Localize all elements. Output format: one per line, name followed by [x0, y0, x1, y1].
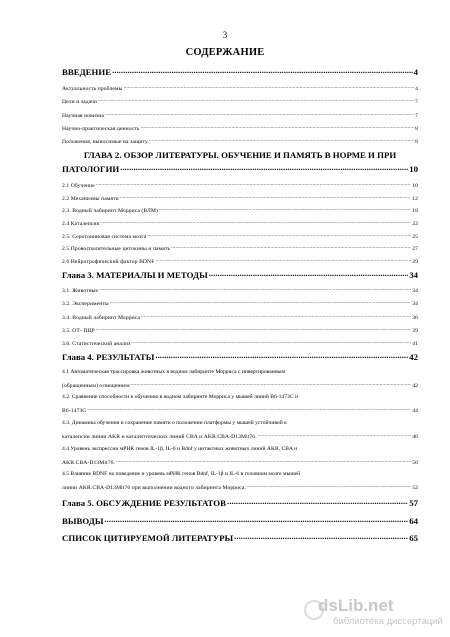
- toc-entry-chapter-2[interactable]: [62, 150, 418, 174]
- toc-entry[interactable]: [62, 97, 418, 105]
- toc-entry-title: 2.2 Механизмы памяти: [62, 195, 119, 202]
- toc-entry-page: 25: [412, 233, 418, 240]
- toc-entry-chapter-5[interactable]: [62, 497, 418, 508]
- toc-entry[interactable]: [62, 326, 418, 334]
- toc-entry-title: Глава 4. РЕЗУЛЬТАТЫ: [62, 351, 155, 362]
- toc-entry-title: СПИСОК ЦИТИРУЕМОЙ ЛИТЕРАТУРЫ: [62, 532, 234, 543]
- toc-entry-title-line1: 4.4 Уровень экспрессии мРНК генов IL-1β, IL-6 и Bdnf у интактных животных линий AKR, CBA и: [62, 446, 298, 452]
- toc-entry-page: 65: [409, 532, 418, 543]
- toc-entry-page: 34: [412, 287, 418, 294]
- toc-entry-conclusions[interactable]: [62, 515, 418, 526]
- toc-entry[interactable]: [62, 206, 418, 214]
- toc-entry-title-line1: ГЛАВА 2. ОБЗОР ЛИТЕРАТУРЫ. ОБУЧЕНИЕ И ПАМЯТЬ В НОРМЕ И ПРИ: [83, 150, 397, 160]
- toc-entry[interactable]: [62, 286, 418, 294]
- toc-entry-chapter-4[interactable]: [62, 351, 418, 362]
- toc-entry-title: AKR.CBA-D13Mit76.: [62, 459, 115, 466]
- toc-entry-page: 46: [412, 433, 418, 440]
- toc-entry-page: 41: [412, 340, 418, 347]
- toc-entry-title: 3.4. Водный лабиринт Морриса: [62, 314, 140, 321]
- toc-entry-page: 7: [415, 98, 418, 105]
- toc-entry-page: 8: [415, 125, 418, 132]
- toc-entry[interactable]: [62, 471, 418, 491]
- toc-entry[interactable]: [62, 181, 418, 189]
- toc-entry-title: 2.5. Серотониновая система мозга: [62, 233, 147, 240]
- dslib-watermark: [300, 596, 450, 632]
- toc-entry-page: 36: [412, 314, 418, 321]
- toc-entry[interactable]: [62, 257, 418, 265]
- toc-entry-page: 22: [412, 220, 418, 227]
- toc-entry[interactable]: [62, 244, 418, 252]
- toc-entry-page: 39: [412, 327, 418, 334]
- toc-entry-page: 7: [415, 112, 418, 119]
- toc-entry-title: Актуальность проблемы: [62, 85, 123, 92]
- toc-entry[interactable]: [62, 111, 418, 119]
- toc-entry-title: 2.5 Провоспалительные цитокины и память: [62, 245, 171, 252]
- toc-entry-title: линии AKR.CBA-D13Mit76 при выполнении водного лабиринта Морриса.: [62, 484, 246, 491]
- toc-entry-title: ПАТОЛОГИИ: [62, 163, 120, 174]
- toc-entry-title: 3.2. Эксперименты: [62, 300, 109, 307]
- toc-entry[interactable]: [62, 194, 418, 202]
- toc-entry-page: 42: [409, 351, 418, 362]
- toc-entry-title: Цели и задачи: [62, 98, 98, 105]
- toc-entry-page: 44: [412, 407, 418, 414]
- toc-entry-page: 4: [413, 66, 418, 77]
- toc-entry-page: 50: [412, 459, 418, 466]
- toc-entry-title: Научная новизна: [62, 112, 104, 119]
- toc-entry-title: Научно-практическая ценность: [62, 125, 140, 132]
- toc-entry-page: 34: [412, 300, 418, 307]
- toc-entry-title: ВЫВОДЫ: [62, 515, 104, 526]
- toc-entry-title-line1: 4.1 Автоматическая трассировка животных в водном лабиринте Морриса с инвертированным: [62, 369, 286, 375]
- toc-entry[interactable]: [62, 137, 418, 145]
- toc-entry-title: Глава 5. ОБСУЖДЕНИЕ РЕЗУЛЬТАТОВ: [62, 497, 226, 508]
- toc-entry[interactable]: [62, 369, 418, 389]
- toc-entry-title: (обращенным) освещением: [62, 382, 130, 389]
- toc-entry-title-line1: 4.5 Влияние BDNF на поведение и уровень мРНК генов Bdnf, IL-1β и IL-6 в головном мозге мышей: [62, 471, 301, 477]
- toc-entry[interactable]: [62, 219, 418, 227]
- watermark-subtitle: библиотека диссертаций: [333, 616, 443, 627]
- toc-entry-title-line1: 4.2. Сравнение способности к обучению в водном лабиринте Морриса у мышей линий B6-1473C и: [62, 394, 298, 400]
- toc-entry-page: 27: [412, 245, 418, 252]
- toc-entry-title: 3.1. Животные: [62, 287, 99, 294]
- toc-entry-title: 2.1 Обучение: [62, 182, 95, 189]
- toc-entry[interactable]: [62, 124, 418, 132]
- toc-entry-references[interactable]: [62, 532, 418, 543]
- toc-entry-page: 10: [409, 163, 418, 174]
- toc-entry[interactable]: [62, 299, 418, 307]
- watermark-logo: dsLib.net: [318, 596, 394, 615]
- toc-entry-page: 29: [412, 258, 418, 265]
- toc-entry-title: B6-1473G: [62, 407, 87, 414]
- toc-entry-page: 12: [412, 195, 418, 202]
- toc-entry-title-line1: 4.3. Динамика обучения и сохранение памяти о положении платформы у мышей устойчивой к: [62, 420, 287, 426]
- toc-entry[interactable]: [62, 394, 418, 414]
- toc-entry-page: 52: [412, 484, 418, 491]
- toc-entry-title: 2.6 Нейротрофический фактор BDNF: [62, 258, 155, 265]
- toc-entry-page: 64: [409, 515, 418, 526]
- toc-entry-page: 10: [412, 182, 418, 189]
- toc-entry-page: 34: [409, 269, 418, 280]
- toc-entry[interactable]: [62, 84, 418, 92]
- toc-entry-title: 2.4 Каталепсия: [62, 220, 100, 227]
- toc-entry-page: 57: [409, 497, 418, 508]
- toc-entry[interactable]: [62, 420, 418, 440]
- toc-entry[interactable]: [62, 232, 418, 240]
- toc-entry-introduction[interactable]: [62, 66, 418, 77]
- toc-entry-title: 3.5. ОТ- ПЦР: [62, 327, 95, 334]
- toc-entry-page: 42: [412, 382, 418, 389]
- toc-entry-chapter-3[interactable]: [62, 269, 418, 280]
- toc-entry-title: каталепсии линии AKR и каталептических линий CBA и AKR.CBA-D13Mit76.: [62, 433, 257, 440]
- toc-entry-page: 18: [412, 207, 418, 214]
- toc-entry-title: Глава 3. МАТЕРИАЛЫ И МЕТОДЫ: [62, 269, 208, 280]
- toc-entry-page: 4: [415, 85, 418, 92]
- toc-entry-title: 2.3. Водный лабиринт Морриса (ВЛМ): [62, 207, 158, 214]
- toc-entry[interactable]: [62, 313, 418, 321]
- toc-entry-page: 8: [415, 138, 418, 145]
- toc-entry-title: 3.6. Статистический анализ: [62, 340, 131, 347]
- toc-entry[interactable]: [62, 446, 418, 466]
- toc-entry[interactable]: [62, 339, 418, 347]
- toc-entry-title: Положения, выносимые на защиту: [62, 138, 148, 145]
- page-number: 3: [222, 30, 228, 40]
- toc-entry-title: ВВЕДЕНИЕ: [62, 66, 112, 77]
- page-title: СОДЕРЖАНИЕ: [185, 47, 265, 58]
